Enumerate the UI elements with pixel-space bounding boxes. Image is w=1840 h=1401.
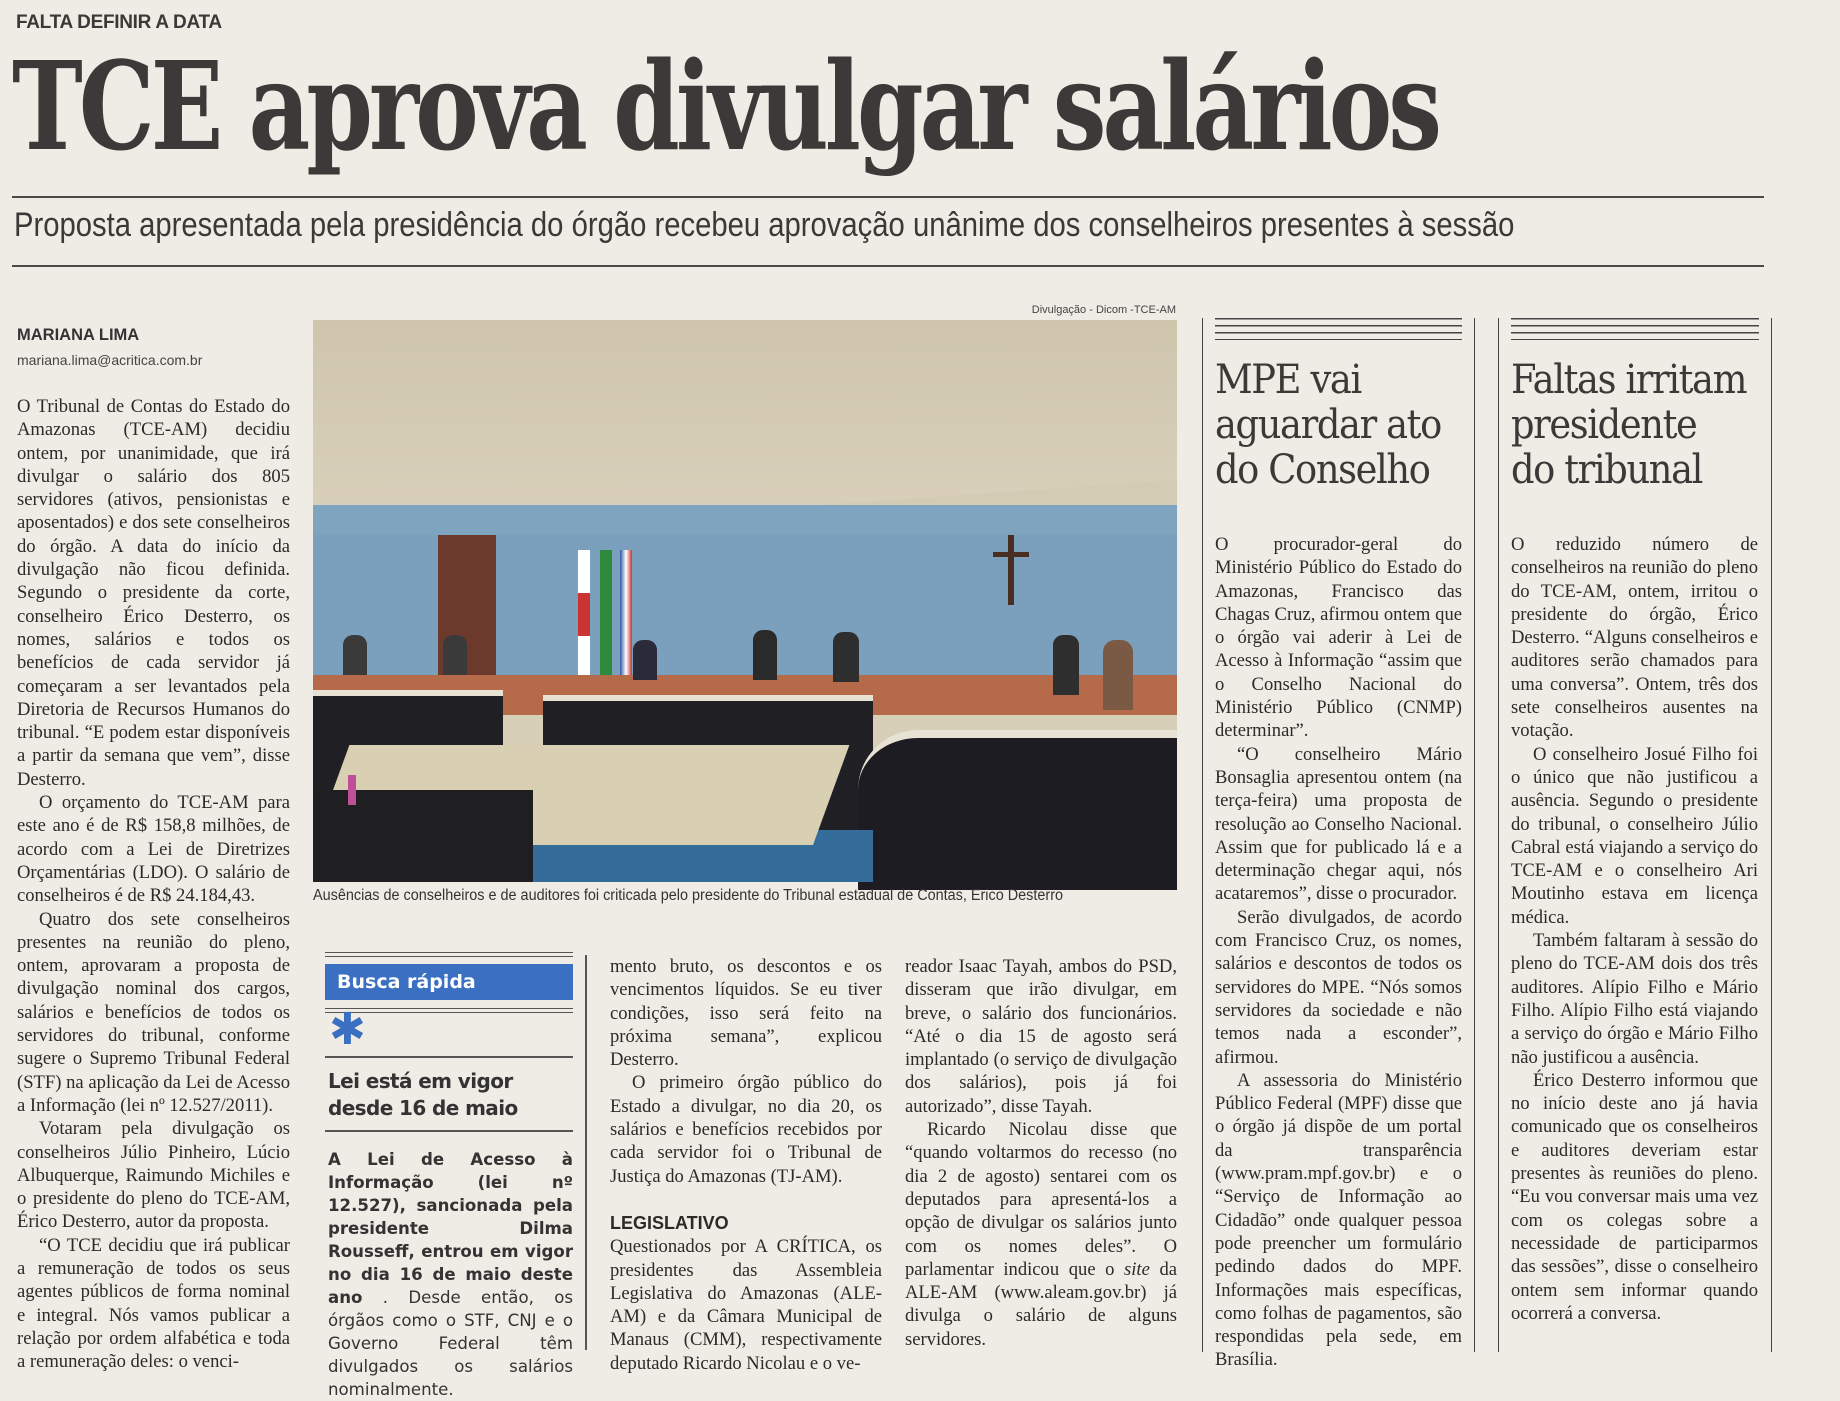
article-column-4	[905, 955, 1177, 1357]
sidebar-title	[1511, 358, 1746, 493]
quick-search-box	[325, 952, 573, 1399]
photo-credit: Divulgação - Dicom -TCE-AM	[1031, 304, 1176, 316]
kicker: FALTA DEFINIR A DATA	[16, 12, 222, 33]
title-line: Faltas irritam	[1511, 357, 1747, 403]
column-divider	[585, 955, 587, 1350]
box-body-bold: A Lei de Acesso à Informação (lei nº 12.527), sancionada pela presidente Dilma Rousseff, entrou em vigor no dia 16 de maio deste ano	[328, 1150, 573, 1307]
paragraph: O procurador-geral do Ministério Público do Estado do Amazonas, Francisco das Chagas Cruz, afirmou ontem que o órgão vai aderir à Lei de Acesso à Informação “assim que o Conselho Nacional do Ministério Público (CNMP) determinar”.	[1215, 534, 1462, 742]
divider	[325, 1056, 573, 1058]
paragraph: A assessoria do Ministério Público Federal (MPF) disse que o órgão já dispõe de um portal da transparência (www.pram.mpf.gov.br) e o “Serviço de Informação ao Cidadão” onde qualquer pessoa pode preencher um formulário pedindo dados do MPF. Informações mais específicas, como folhas de pagamentos, são respondidas pela sede, em Brasília.	[1215, 1069, 1462, 1371]
sidebar-body	[1511, 533, 1758, 1343]
text: da ALE-AM (www.aleam.gov.br) já divulga o salário de alguns servidores.	[905, 1258, 1177, 1350]
paragraph: “O TCE decidiu que irá publicar a remuneração de todos os seus agentes públicos de forma nominal e integral. Nós vamos publicar a relação por ordem alfabética e toda a remuneração deles: o venci-	[17, 1234, 290, 1373]
sidebar-body	[1215, 533, 1462, 1371]
box-label: Busca rápida	[325, 964, 573, 1000]
paragraph: O primeiro órgão público do Estado a divulgar, no dia 20, os salários e benefícios recebidos por cada servidor foi o Tribunal de Justiça do Amazonas (TJ-AM).	[610, 1072, 882, 1187]
divider	[12, 196, 1764, 198]
paragraph: mento bruto, os descontos e os vencimentos líquidos. Se eu tiver condições, isso será feito na próxima semana”, explicou Desterro.	[610, 956, 882, 1071]
decorative-rules	[1511, 318, 1759, 340]
italic-text: site	[1124, 1258, 1150, 1280]
paragraph: reador Isaac Tayah, ambos do PSD, disseram que irão divulgar, em breve, o salário dos funcionários. “Até o dia 15 de agosto será implantado (o serviço de divulgação dos salários), pois já foi autorizado”, disse Tayah.	[905, 956, 1177, 1117]
paragraph	[905, 1118, 1177, 1351]
author-name: MARIANA LIMA	[17, 326, 140, 344]
box-body	[328, 1148, 573, 1401]
box-title: Lei está em vigor desde 16 de maio	[328, 1069, 518, 1120]
paragraph: Questionados por A CRÍTICA, os presidentes das Assembleia Legislativa do Amazonas (ALE-AM) e da Câmara Municipal de Manaus (CMM), respectivamente deputado Ricardo Nicolau e o ve-	[610, 1236, 882, 1374]
box-body-rest: . Desde então, os órgãos como o STF, CNJ e o Governo Federal têm divulgados os salários nominalmente.	[328, 1288, 573, 1399]
paragraph: O conselheiro Josué Filho foi o único que não justificou a ausência. Segundo o presidente do tribunal, o conselheiro Júlio Cabral está viajando a serviço do TCE-AM e o conselheiro Ari Moutinho estava em licença médica.	[1511, 743, 1758, 928]
paragraph: “O conselheiro Mário Bonsaglia apresentou ontem (na terça-feira) uma proposta de resolução ao Conselho Nacional. Assim que for publicado lá e a determinação chegar aqui, nós acataremos”, disse o procurador.	[1215, 743, 1462, 905]
photo-court-session	[313, 320, 1177, 882]
paragraph: Votaram pela divulgação os conselheiros Júlio Pinheiro, Lúcio Albuquerque, Raimundo Michiles e o presidente do pleno do TCE-AM, Érico Desterro, autor da proposta.	[17, 1118, 290, 1233]
divider	[325, 952, 573, 957]
divider	[12, 265, 1764, 267]
paragraph: Também faltaram à sessão do pleno do TCE-AM dois dos três auditores. Alípio Filho e Mário Filho. Alípio Filho está viajando a serviço do órgão e Mário Filho não justificou a ausência.	[1511, 930, 1758, 1068]
title-line: MPE vai	[1215, 357, 1361, 403]
title-line: do Conselho	[1215, 447, 1430, 493]
sidebar-title	[1215, 358, 1441, 493]
paragraph: O orçamento do TCE-AM para este ano é de R$ 158,8 milhões, de acordo com a Lei de Diretrizes Orçamentárias (LDO). O salário de conselheiros é de R$ 24.184,43.	[17, 792, 290, 907]
section-subhead: LEGISLATIVO	[610, 1212, 729, 1233]
decorative-rules	[1215, 318, 1462, 340]
photo-caption: Ausências de conselheiros e de auditores foi criticada pelo presidente do Tribunal estadual de Contas, Érico Desterro	[313, 887, 1064, 904]
headline: TCE aprova divulgar salários	[12, 34, 1439, 178]
sidebar-faltas	[1498, 318, 1772, 1352]
title-line: aguardar ato	[1215, 402, 1441, 448]
paragraph: Quatro dos sete conselheiros presentes na reunião do pleno, ontem, aprovaram a proposta de divulgação nominal dos cargos, salários e benefícios de todos os servidores do tribunal, conforme sugere o Supremo Tribunal Federal (STF) na aplicação da Lei de Acesso a Informação (lei nº 12.527/2011).	[17, 908, 290, 1116]
subtitle: Proposta apresentada pela presidência do órgão recebeu aprovação unânime dos conselheiros presentes à sessão	[14, 206, 1515, 244]
title-line: do tribunal	[1511, 447, 1703, 493]
headline-container	[12, 34, 1772, 178]
text: Ricardo Nicolau disse que “quando voltarmos do recesso (no dia 2 de agosto) sentarei com os deputados para apresentá-los a opção de divulgar os salários junto com os nomes deles”. O parlamentar indicou que o	[905, 1119, 1177, 1280]
paragraph: Serão divulgados, de acordo com Francisco Cruz, os nomes, salários e descontos de todos os servidores do MPE. “Nós somos servidores da sociedade e não temos nada a esconder”, afirmou.	[1215, 906, 1462, 1068]
article-column-1	[17, 395, 290, 1373]
sidebar-mpe	[1202, 318, 1475, 1371]
author-email[interactable]: mariana.lima@acritica.com.br	[17, 352, 203, 368]
divider	[325, 1130, 573, 1132]
paragraph: O Tribunal de Contas do Estado do Amazonas (TCE-AM) decidiu ontem, por unanimidade, que irá divulgar o salário dos 805 servidores (ativos, pensionistas e aposentados) e dos sete conselheiros do órgão. A data do início da divulgação não ficou definida. Segundo o presidente da corte, conselheiro Érico Desterro, os nomes, salários e todos os benefícios de cada servidor já começaram a ser levantados pela Diretoria de Recursos Humanos do tribunal. “E podem estar disponíveis a partir da semana que vem”, disse Desterro.	[17, 396, 290, 790]
title-line: presidente	[1511, 402, 1697, 448]
asterisk-icon: ✱	[329, 1004, 366, 1055]
paragraph: O reduzido número de conselheiros na reunião do pleno do TCE-AM, ontem, irritou o presidente do órgão, Érico Desterro. “Alguns conselheiros e auditores serão chamados para uma conversa”. Ontem, três dos sete conselheiros ausentes na votação.	[1511, 534, 1758, 742]
article-column-3	[610, 955, 882, 1374]
paragraph: Érico Desterro informou que no início deste ano já havia comunicado que os conselheiros e auditores deveriam estar presentes às reuniões do pleno. “Eu vou conversar mais uma vez com os colegas sobre a necessidade de participarmos das sessões”, disse o conselheiro ontem sem informar quando ocorrerá a conversa.	[1511, 1069, 1758, 1324]
